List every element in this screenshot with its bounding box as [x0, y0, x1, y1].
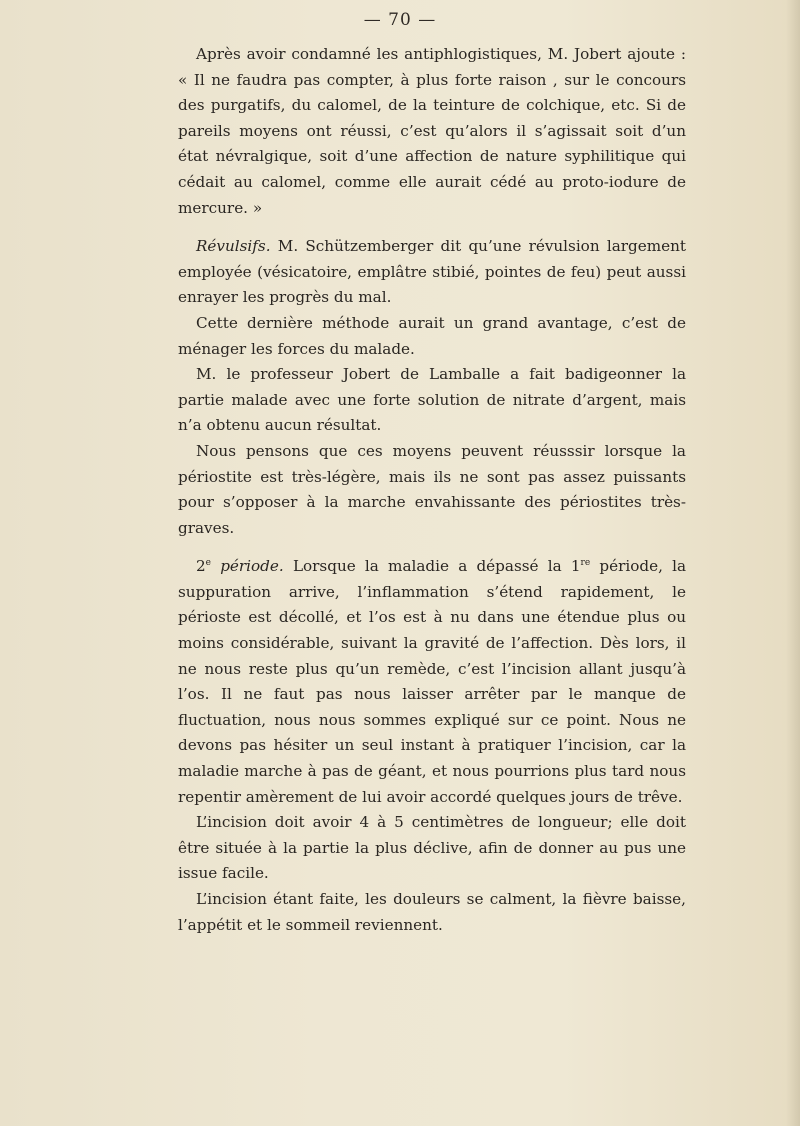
- paragraph-derniere-methode: Cette dernière méthode aurait un grand avantage, c’est de ménager les forces du malade.: [178, 313, 686, 358]
- period-number-suffix: e: [205, 558, 211, 569]
- page-edge-shadow: [786, 0, 800, 1126]
- section-heading-periode: période.: [211, 557, 284, 576]
- paragraph-incision-longueur: L’incision doit avoir 4 à 5 centimètres de longueur; elle doit être située à la partie la plus déclive, afin de donner au pus une issue facile.: [178, 813, 686, 883]
- paragraph-incision-faite: L’incision étant faite, les douleurs se calment, la fièvre baisse, l’appétit et le sommeil reviennent.: [178, 890, 686, 934]
- body-text: [178, 42, 686, 938]
- paragraph-revulsifs: [178, 234, 686, 311]
- first-period-suffix: re: [580, 558, 591, 569]
- page-number: — 70 —: [363, 10, 437, 30]
- paragraph-jobert-lamballe: M. le professeur Jobert de Lamballe a fait badigeonner la partie malade avec une forte solution de nitrate d’argent, mais n’a obtenu aucun résultat.: [178, 365, 686, 435]
- paragraph-nous-pensons: Nous pensons que ces moyens peuvent réusssir lorsque la périostite est très-légère, mais ils ne sont pas assez puissants pour s’opposer à la marche envahissante des périostites très-graves.: [178, 441, 686, 537]
- section-heading-revulsifs: Révulsifs.: [196, 237, 271, 256]
- paragraph-deuxieme-periode: [178, 554, 686, 810]
- paragraph-deuxieme-periode-text-a: Lorsque la maladie a dépassé la 1: [283, 557, 581, 576]
- period-number: 2: [196, 557, 206, 576]
- paragraph-revulsifs-text: M. Schützemberger dit qu’une révulsion largement employée (vésicatoire, emplâtre stibié, pointes de feu) peut aussi enrayer les progrès du mal.: [178, 237, 686, 307]
- paragraph-jobert-quote: Après avoir condamné les antiphlogistiques, M. Jobert ajoute : « Il ne faudra pas compter, à plus forte raison , sur le concours des purgatifs, du calomel, de la teinture de colchique, etc. Si de pareils moyens ont réussi, c’est qu’alors il s’agissait soit d’un état névralgique, soit d’une affection de nature syphilitique qui cédait au calomel, comme elle aurait cédé au proto-iodure de mercure. »: [178, 45, 686, 217]
- paragraph-deuxieme-periode-text-b: période, la suppuration arrive, l’inflammation s’étend rapidement, le périoste est décollé, et l’os est à nu dans une étendue plus ou moins considérable, suivant la gravité de l’affection. Dès lors, il ne nous reste plus qu’un remède, c’est l’incision allant jusqu’à l’os. Il ne faut pas nous laisser arrêter par le manque de fluctuation, nous nous sommes expliqué sur ce point. Nous ne devons pas hésiter un seul instant à pratiquer l’incision, car la maladie marche à pas de géant, et nous pourrions plus tard nous repentir amèrement de lui avoir accordé quelques jours de trêve.: [178, 557, 687, 806]
